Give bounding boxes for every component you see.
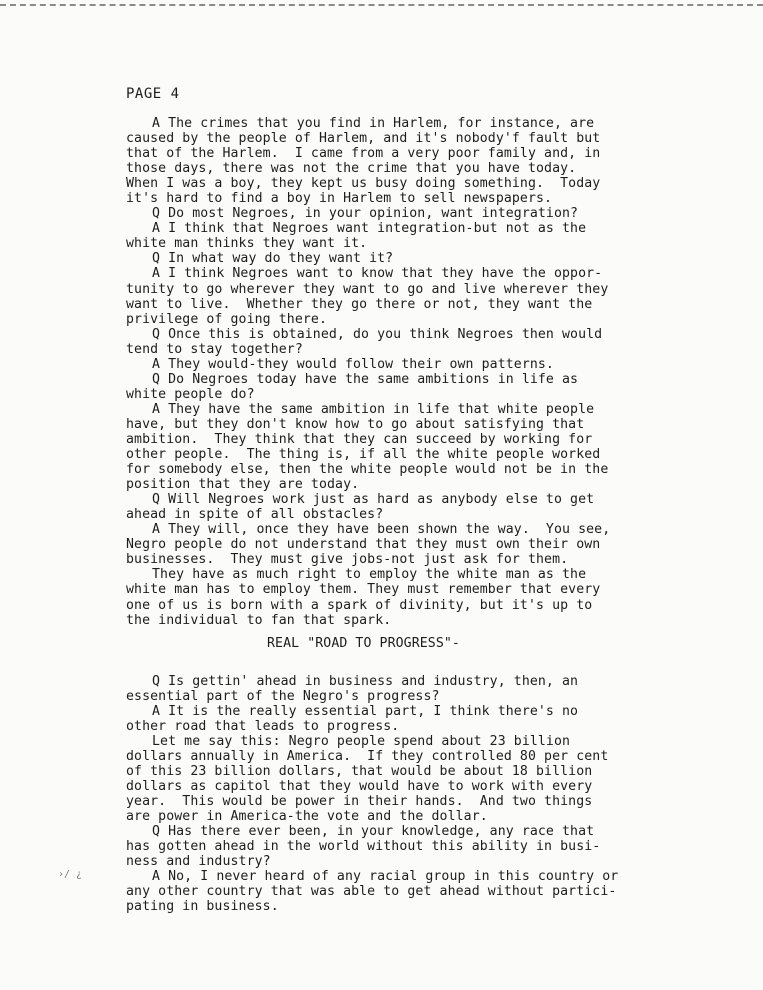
margin-note: ›/ ¿: [58, 869, 83, 880]
text-line: caused by the people of Harlem, and it's nobody'f fault but: [126, 131, 601, 147]
text-line: Let me say this: Negro people spend about 23 billion: [152, 733, 571, 749]
text-line: white man has to employ them. They must remember that every: [126, 582, 601, 598]
text-line: A They will, once they have been shown the way. You see,: [152, 522, 611, 538]
text-line: for somebody else, then the white people would not be in the: [126, 462, 609, 478]
text-line: dollars annually in America. If they controlled 80 per cent: [126, 748, 609, 764]
text-line: When I was a boy, they kept us busy doing something. Today: [126, 176, 601, 192]
text-line: Q Once this is obtained, do you think Negroes then would: [152, 326, 603, 342]
text-line: position that they are today.: [126, 477, 360, 493]
text-line: A I think that Negroes want integration-but not as the: [152, 221, 587, 237]
text-line: any other country that was able to get ahead without partici-: [126, 884, 617, 900]
text-line: pating in business.: [126, 899, 279, 915]
text-line: ahead in spite of all obstacles?: [126, 507, 384, 523]
text-line: of this 23 billion dollars, that would be about 18 billion: [126, 763, 593, 779]
text-line: tunity to go wherever they want to go and live wherever they: [126, 281, 609, 297]
text-line: A They have the same ambition in life that white people: [152, 401, 595, 417]
text-line: that of the Harlem. I came from a very poor family and, in: [126, 146, 601, 162]
text-line: those days, there was not the crime that you have today.: [126, 161, 577, 177]
text-line: A They would-they would follow their own patterns.: [152, 356, 554, 372]
text-line: has gotten ahead in the world without this ability in busi-: [126, 839, 601, 855]
text-line: dollars as capitol that they would have to work with every: [126, 778, 593, 794]
text-line: Q Has there ever been, in your knowledge, any race that: [152, 824, 595, 840]
text-line: the individual to fan that spark.: [126, 612, 392, 628]
text-line: A It is the really essential part, I think there's no: [152, 703, 579, 719]
text-line: are power in America-the vote and the dollar.: [126, 809, 488, 825]
text-line: Q Do Negroes today have the same ambitions in life as: [152, 371, 579, 387]
top-dashed-rule: [0, 4, 763, 6]
text-line: other road that leads to progress.: [126, 718, 400, 734]
text-line: white man thinks they want it.: [126, 236, 368, 252]
text-line: ness and industry?: [126, 854, 271, 870]
text-line: want to live. Whether they go there or not, they want the: [126, 296, 593, 312]
text-line: A No, I never heard of any racial group in this country or: [152, 869, 619, 885]
text-line: businesses. They must give jobs-not just ask for them.: [126, 552, 569, 568]
text-line: other people. The thing is, if all the white people worked: [126, 447, 601, 463]
text-line: Q Is gettin' ahead in business and industry, then, an: [152, 673, 579, 689]
text-line: it's hard to find a boy in Harlem to sell newspapers.: [126, 191, 553, 207]
page-number: PAGE 4: [126, 86, 180, 102]
text-line: A I think Negroes want to know that they have the oppor-: [152, 266, 603, 282]
text-line: year. This would be power in their hands. And two things: [126, 794, 593, 810]
text-line: Negro people do not understand that they must own their own: [126, 537, 601, 553]
text-line: privilege of going there.: [126, 311, 327, 327]
text-line: white people do?: [126, 386, 255, 402]
text-line: They have as much right to employ the white man as the: [152, 567, 587, 583]
text-line: one of us is born with a spark of divinity, but it's up to: [126, 597, 593, 613]
text-line: tend to stay together?: [126, 341, 303, 357]
text-line: Q In what way do they want it?: [152, 251, 394, 267]
text-line: A The crimes that you find in Harlem, for instance, are: [152, 116, 595, 131]
text-line: have, but they don't know how to go about satisfying that: [126, 416, 585, 432]
section-heading: REAL "ROAD TO PROGRESS"-: [267, 635, 460, 651]
text-line: ambition. They think that they can succeed by working for: [126, 431, 593, 447]
text-line: Q Do most Negroes, in your opinion, want integration?: [152, 206, 579, 222]
text-line: essential part of the Negro's progress?: [126, 688, 440, 704]
document-body: [126, 116, 686, 914]
text-line: Q Will Negroes work just as hard as anybody else to get: [152, 492, 595, 508]
